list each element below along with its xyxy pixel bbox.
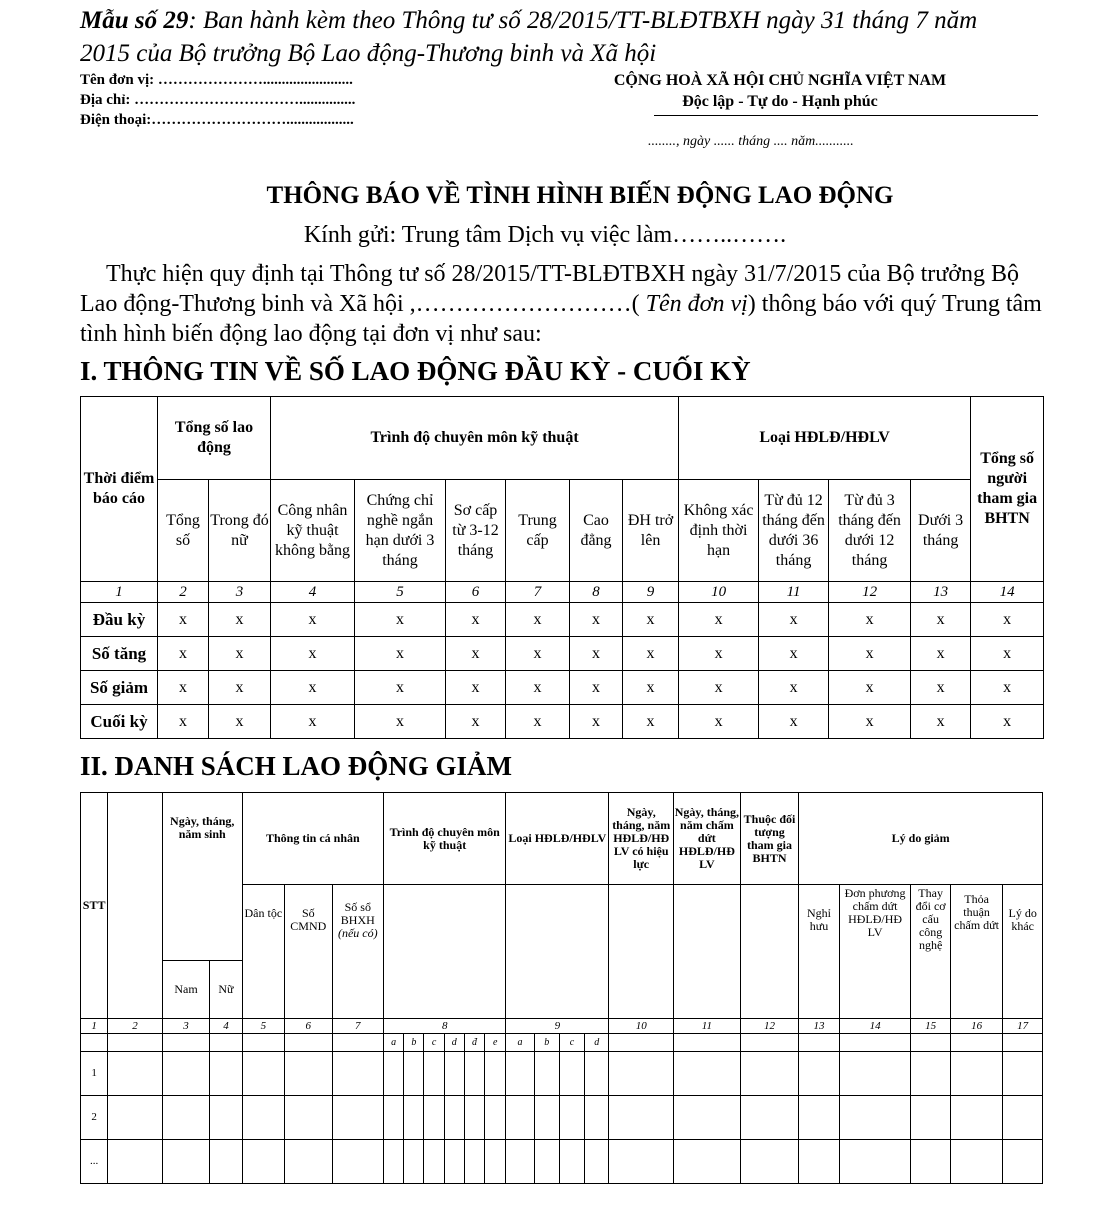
table-cell[interactable] xyxy=(384,1140,404,1184)
table-cell[interactable]: x xyxy=(355,705,446,739)
subheader: Chứng chỉ nghề ngắn hạn dưới 3 tháng xyxy=(355,480,446,582)
sub-restructure: Thay đổi cơ cấu công nghệ xyxy=(911,885,950,1019)
table-cell[interactable] xyxy=(210,1140,242,1184)
col-num: 4 xyxy=(210,1019,242,1034)
table-cell[interactable]: x xyxy=(506,705,570,739)
col-contract: Loại HĐLĐ/HĐLV xyxy=(679,397,971,480)
table-cell[interactable]: x xyxy=(506,603,570,637)
table-cell[interactable] xyxy=(839,1052,911,1096)
table-cell[interactable] xyxy=(444,1052,464,1096)
sub-other: Lý do khác xyxy=(1003,885,1043,1019)
table-cell[interactable]: x xyxy=(355,671,446,705)
table-cell[interactable]: x xyxy=(829,705,911,739)
table-cell[interactable] xyxy=(485,1052,506,1096)
table-cell[interactable]: x xyxy=(971,671,1044,705)
address-field: Địa chỉ: ……………………………............... xyxy=(80,92,356,108)
col-num: 3 xyxy=(209,582,271,603)
col-num: 8 xyxy=(384,1019,506,1034)
col-skill: Trình độ chuyên môn kỹ thuật xyxy=(384,793,506,885)
sub-retire: Nghỉ hưu xyxy=(799,885,839,1019)
col-time: Thời điểm báo cáo xyxy=(81,397,158,582)
col-name xyxy=(108,793,163,1019)
col-num: 7 xyxy=(506,582,570,603)
table-cell[interactable]: x xyxy=(570,705,623,739)
table-cell[interactable]: x xyxy=(570,637,623,671)
table-cell[interactable] xyxy=(1003,1052,1043,1096)
table-cell[interactable]: x xyxy=(759,671,829,705)
labor-summary-table xyxy=(80,396,1044,739)
col-num: 9 xyxy=(506,1019,609,1034)
col-num: 7 xyxy=(332,1019,384,1034)
table-cell[interactable]: x xyxy=(158,603,209,637)
col-end: Ngày, tháng, năm chấm dứt HĐLĐ/HĐ LV xyxy=(674,793,741,885)
table-cell[interactable] xyxy=(911,1140,950,1184)
table-cell[interactable]: x xyxy=(623,671,679,705)
table-subheader-row xyxy=(81,480,1044,582)
sub-bhxh xyxy=(332,885,384,1019)
intro-paragraph xyxy=(80,259,1050,349)
blank-cell xyxy=(210,1034,242,1052)
table-cell[interactable] xyxy=(404,1096,424,1140)
table-cell[interactable] xyxy=(740,1052,799,1096)
table-cell[interactable]: x xyxy=(679,671,759,705)
row-label: Số tăng xyxy=(81,637,158,671)
table-cell[interactable] xyxy=(609,1052,674,1096)
subheader: Trong đó nữ xyxy=(209,480,271,582)
form-header-line-1 xyxy=(80,4,1080,37)
col-total: Tổng số lao động xyxy=(158,397,271,480)
row-label: Đầu kỳ xyxy=(81,603,158,637)
table-cell[interactable]: x xyxy=(506,671,570,705)
col-num: 12 xyxy=(829,582,911,603)
form-header-line-2: 2015 của Bộ trưởng Bộ Lao động-Thương binh và Xã hội xyxy=(80,40,657,67)
row-label: Cuối kỳ xyxy=(81,705,158,739)
skill-letter: đ xyxy=(464,1034,484,1052)
skill-letter: d xyxy=(444,1034,464,1052)
effective-blank xyxy=(609,885,674,1019)
table-cell[interactable]: x xyxy=(679,637,759,671)
table-cell[interactable] xyxy=(444,1096,464,1140)
table-cell[interactable] xyxy=(839,1096,911,1140)
blank-cell xyxy=(911,1034,950,1052)
row-label: Số giảm xyxy=(81,671,158,705)
table-cell[interactable] xyxy=(242,1140,284,1184)
table-cell[interactable]: x xyxy=(911,671,971,705)
table-cell[interactable]: x xyxy=(971,603,1044,637)
table-cell[interactable] xyxy=(674,1140,741,1184)
table-cell[interactable]: x xyxy=(158,637,209,671)
col-stt: STT xyxy=(81,793,108,1019)
col-contract: Loại HĐLĐ/HĐLV xyxy=(506,793,609,885)
col-num: 9 xyxy=(623,582,679,603)
blank-cell xyxy=(839,1034,911,1052)
table-row xyxy=(81,1140,1043,1184)
date-line: ........, ngày ...... tháng .... năm........... xyxy=(648,134,854,149)
document-title: THÔNG BÁO VỀ TÌNH HÌNH BIẾN ĐỘNG LAO ĐỘNG xyxy=(266,182,894,209)
sub-male: Nam xyxy=(162,961,209,1019)
col-dob: Ngày, tháng, năm sinh xyxy=(162,793,242,961)
table-row xyxy=(81,671,1044,705)
col-skill: Trình độ chuyên môn kỹ thuật xyxy=(271,397,679,480)
table-cell[interactable]: x xyxy=(209,637,271,671)
blank-cell xyxy=(609,1034,674,1052)
subheader: Cao đẳng xyxy=(570,480,623,582)
table-row xyxy=(81,603,1044,637)
table-cell[interactable]: x xyxy=(446,705,506,739)
table-cell[interactable] xyxy=(162,1140,209,1184)
col-num: 8 xyxy=(570,582,623,603)
blank-cell xyxy=(740,1034,799,1052)
col-reason: Lý do giảm xyxy=(799,793,1043,885)
subheader: Công nhân kỹ thuật không bằng xyxy=(271,480,355,582)
table-cell[interactable]: x xyxy=(570,603,623,637)
table-cell[interactable]: x xyxy=(271,637,355,671)
col-num: 4 xyxy=(271,582,355,603)
table-cell[interactable] xyxy=(424,1140,444,1184)
contract-blank xyxy=(506,885,609,1019)
table-cell[interactable] xyxy=(585,1096,609,1140)
table-row xyxy=(81,637,1044,671)
table-cell[interactable] xyxy=(332,1096,384,1140)
subheader: Từ đủ 3 tháng đến dưới 12 tháng xyxy=(829,480,911,582)
table-row xyxy=(81,1096,1043,1140)
table-cell[interactable] xyxy=(424,1052,444,1096)
table-cell[interactable] xyxy=(332,1052,384,1096)
table-cell[interactable]: x xyxy=(446,603,506,637)
table-cell[interactable]: x xyxy=(911,705,971,739)
table-cell[interactable] xyxy=(506,1052,534,1096)
table-cell[interactable]: x xyxy=(829,671,911,705)
phone-field: Điện thoại:……………………….................. xyxy=(80,112,354,128)
table-cell[interactable]: x xyxy=(971,705,1044,739)
sub-cmnd xyxy=(285,885,332,1019)
unit-name-field: Tên đơn vị: …………………........................ xyxy=(80,72,353,88)
table-cell[interactable] xyxy=(285,1052,332,1096)
table-cell[interactable] xyxy=(911,1096,950,1140)
blank-cell xyxy=(950,1034,1003,1052)
subheader: ĐH trở lên xyxy=(623,480,679,582)
table-header-row xyxy=(81,793,1043,885)
table-cell[interactable] xyxy=(242,1052,284,1096)
table-cell[interactable]: x xyxy=(446,671,506,705)
blank-cell xyxy=(1003,1034,1043,1052)
skill-letter: e xyxy=(485,1034,506,1052)
contract-letter: c xyxy=(559,1034,584,1052)
table-cell[interactable] xyxy=(404,1052,424,1096)
table-cell[interactable] xyxy=(740,1140,799,1184)
table-cell[interactable] xyxy=(384,1052,404,1096)
col-num: 2 xyxy=(158,582,209,603)
end-blank xyxy=(674,885,741,1019)
skill-blank xyxy=(384,885,506,1019)
recipient-line: Kính gửi: Trung tâm Dịch vụ việc làm……..……. xyxy=(303,222,787,248)
contract-letter: a xyxy=(506,1034,534,1052)
table-cell[interactable] xyxy=(839,1140,911,1184)
table-cell[interactable]: x xyxy=(446,637,506,671)
intro-unit-name: Tên đơn vị xyxy=(639,291,748,317)
col-num: 13 xyxy=(799,1019,839,1034)
subheader: Không xác định thời hạn xyxy=(679,480,759,582)
table-cell[interactable] xyxy=(799,1096,839,1140)
col-num: 14 xyxy=(971,582,1044,603)
sub-agreement: Thỏa thuận chấm dứt xyxy=(950,885,1003,1019)
table-cell[interactable] xyxy=(506,1140,534,1184)
table-cell[interactable] xyxy=(609,1140,674,1184)
blank-cell xyxy=(285,1034,332,1052)
table-cell[interactable] xyxy=(559,1096,584,1140)
table-cell[interactable] xyxy=(108,1052,163,1096)
col-num: 11 xyxy=(674,1019,741,1034)
form-issued-text: : Ban hành kèm theo Thông tư số 28/2015/TT-BLĐTBXH ngày 31 tháng 7 năm xyxy=(188,7,978,34)
table-cell[interactable]: x xyxy=(271,705,355,739)
table-cell[interactable] xyxy=(1003,1140,1043,1184)
table-cell[interactable] xyxy=(534,1140,559,1184)
table-cell[interactable] xyxy=(162,1096,209,1140)
table-cell[interactable] xyxy=(534,1096,559,1140)
table-cell[interactable] xyxy=(485,1140,506,1184)
table-cell[interactable] xyxy=(609,1096,674,1140)
table-cell[interactable] xyxy=(108,1140,163,1184)
table-cell[interactable] xyxy=(384,1096,404,1140)
subheader: Dưới 3 tháng xyxy=(911,480,971,582)
table-cell[interactable]: x xyxy=(759,603,829,637)
table-cell[interactable]: x xyxy=(829,603,911,637)
table-cell[interactable] xyxy=(950,1096,1003,1140)
table-cell[interactable]: x xyxy=(209,671,271,705)
sub-bhxh-note: (nếu có) xyxy=(337,926,378,940)
table-cell[interactable] xyxy=(506,1096,534,1140)
table-cell[interactable]: x xyxy=(209,705,271,739)
blank-cell xyxy=(242,1034,284,1052)
sub-ethnic: Dân tộc xyxy=(242,885,284,1019)
table-cell[interactable]: x xyxy=(679,705,759,739)
subheader: Trung cấp xyxy=(506,480,570,582)
col-num: 13 xyxy=(911,582,971,603)
subheader: Từ đủ 12 tháng đến dưới 36 tháng xyxy=(759,480,829,582)
subheader: Tổng số xyxy=(158,480,209,582)
table-cell[interactable] xyxy=(585,1052,609,1096)
section-2-heading: II. DANH SÁCH LAO ĐỘNG GIẢM xyxy=(80,751,513,781)
national-heading xyxy=(590,70,970,112)
blank-cell xyxy=(81,1034,108,1052)
col-num: 1 xyxy=(81,582,158,603)
skill-letter: a xyxy=(384,1034,404,1052)
table-cell[interactable]: x xyxy=(355,637,446,671)
table-cell[interactable]: x xyxy=(971,637,1044,671)
col-num: 6 xyxy=(446,582,506,603)
table-cell[interactable] xyxy=(404,1140,424,1184)
row-number: 2 xyxy=(81,1096,108,1140)
sender-info xyxy=(80,70,355,130)
table-cell[interactable] xyxy=(674,1052,741,1096)
table-cell[interactable] xyxy=(285,1140,332,1184)
col-num: 17 xyxy=(1003,1019,1043,1034)
table-cell[interactable] xyxy=(285,1096,332,1140)
table-cell[interactable] xyxy=(585,1140,609,1184)
table-cell[interactable]: x xyxy=(271,603,355,637)
form-header xyxy=(80,4,1080,70)
sub-unilateral: Đơn phương chấm dứt HĐLĐ/HĐ LV xyxy=(839,885,911,1019)
contract-letter: b xyxy=(534,1034,559,1052)
table-cell[interactable]: x xyxy=(623,637,679,671)
table-cell[interactable] xyxy=(799,1052,839,1096)
col-num: 10 xyxy=(679,582,759,603)
table-cell[interactable]: x xyxy=(911,637,971,671)
table-cell[interactable] xyxy=(108,1096,163,1140)
col-num: 16 xyxy=(950,1019,1003,1034)
col-bhtn: Thuộc đối tượng tham gia BHTN xyxy=(740,793,799,885)
blank-cell xyxy=(162,1034,209,1052)
table-cell[interactable] xyxy=(950,1140,1003,1184)
col-num: 10 xyxy=(609,1019,674,1034)
table-cell[interactable]: x xyxy=(355,603,446,637)
table-cell[interactable] xyxy=(485,1096,506,1140)
row-number: ... xyxy=(81,1140,108,1184)
row-number: 1 xyxy=(81,1052,108,1096)
table-cell[interactable] xyxy=(464,1052,484,1096)
column-number-row xyxy=(81,1019,1043,1034)
table-cell[interactable] xyxy=(674,1096,741,1140)
republic-name: CỘNG HOÀ XÃ HỘI CHỦ NGHĨA VIỆT NAM xyxy=(613,72,947,89)
table-cell[interactable] xyxy=(799,1140,839,1184)
col-num: 6 xyxy=(285,1019,332,1034)
table-cell[interactable]: x xyxy=(209,603,271,637)
table-cell[interactable] xyxy=(424,1096,444,1140)
table-cell[interactable]: x xyxy=(570,671,623,705)
bhtn-blank xyxy=(740,885,799,1019)
intro-part-2: ) thông báo với quý Trung tâm tình hình biến động lao động tại đơn vị như sau: xyxy=(80,291,1042,347)
col-num: 1 xyxy=(81,1019,108,1034)
table-cell[interactable]: x xyxy=(623,705,679,739)
table-cell[interactable] xyxy=(210,1052,242,1096)
form-number: Mẫu số 29 xyxy=(80,7,189,34)
national-motto: Độc lập - Tự do - Hạnh phúc xyxy=(682,93,878,110)
column-number-row xyxy=(81,582,1044,603)
table-cell[interactable]: x xyxy=(911,603,971,637)
table-cell[interactable]: x xyxy=(679,603,759,637)
intro-part-1: Thực hiện quy định tại Thông tư số 28/2015/TT-BLĐTBXH ngày 31/7/2015 của Bộ trưởng Bộ Lao động-Thương binh và Xã hội ,………………………( xyxy=(80,261,1019,317)
table-cell[interactable] xyxy=(1003,1096,1043,1140)
table-cell[interactable] xyxy=(210,1096,242,1140)
col-num: 12 xyxy=(740,1019,799,1034)
table-cell[interactable]: x xyxy=(158,705,209,739)
blank-cell xyxy=(108,1034,163,1052)
table-cell[interactable]: x xyxy=(158,671,209,705)
reduced-labor-table xyxy=(80,792,1043,1184)
table-cell[interactable]: x xyxy=(829,637,911,671)
blank-cell xyxy=(332,1034,384,1052)
table-cell[interactable] xyxy=(464,1096,484,1140)
table-cell[interactable]: x xyxy=(271,671,355,705)
blank-cell xyxy=(799,1034,839,1052)
sub-cmnd-text: Số CMND xyxy=(290,906,327,933)
skill-letter: b xyxy=(404,1034,424,1052)
table-cell[interactable] xyxy=(444,1140,464,1184)
col-num: 3 xyxy=(162,1019,209,1034)
col-num: 11 xyxy=(759,582,829,603)
table-cell[interactable] xyxy=(332,1140,384,1184)
table-cell[interactable] xyxy=(740,1096,799,1140)
col-num: 15 xyxy=(911,1019,950,1034)
col-effective: Ngày, tháng, năm HĐLĐ/HĐ LV có hiệu lực xyxy=(609,793,674,885)
col-num: 5 xyxy=(242,1019,284,1034)
table-cell[interactable] xyxy=(559,1052,584,1096)
table-cell[interactable] xyxy=(559,1140,584,1184)
table-cell[interactable] xyxy=(162,1052,209,1096)
table-cell[interactable]: x xyxy=(506,637,570,671)
table-cell[interactable] xyxy=(911,1052,950,1096)
col-num: 14 xyxy=(839,1019,911,1034)
col-num: 2 xyxy=(108,1019,163,1034)
table-cell[interactable] xyxy=(242,1096,284,1140)
letter-row xyxy=(81,1034,1043,1052)
skill-letter: c xyxy=(424,1034,444,1052)
table-cell[interactable]: x xyxy=(623,603,679,637)
table-row xyxy=(81,1052,1043,1096)
table-row xyxy=(81,705,1044,739)
section-1-heading: I. THÔNG TIN VỀ SỐ LAO ĐỘNG ĐẦU KỲ - CUỐI KỲ xyxy=(80,356,751,386)
sub-female: Nữ xyxy=(210,961,242,1019)
table-cell[interactable] xyxy=(534,1052,559,1096)
blank-cell xyxy=(674,1034,741,1052)
col-insured: Tổng số người tham gia BHTN xyxy=(971,397,1044,582)
sub-bhxh-text: Số sổ BHXH xyxy=(340,900,375,927)
subheader: Sơ cấp từ 3-12 tháng xyxy=(446,480,506,582)
table-cell[interactable] xyxy=(950,1052,1003,1096)
motto-underline xyxy=(654,115,1038,116)
contract-letter: d xyxy=(585,1034,609,1052)
col-num: 5 xyxy=(355,582,446,603)
table-header-row xyxy=(81,397,1044,480)
col-personal: Thông tin cá nhân xyxy=(242,793,383,885)
table-cell[interactable] xyxy=(464,1140,484,1184)
table-cell[interactable]: x xyxy=(759,705,829,739)
table-cell[interactable]: x xyxy=(759,637,829,671)
